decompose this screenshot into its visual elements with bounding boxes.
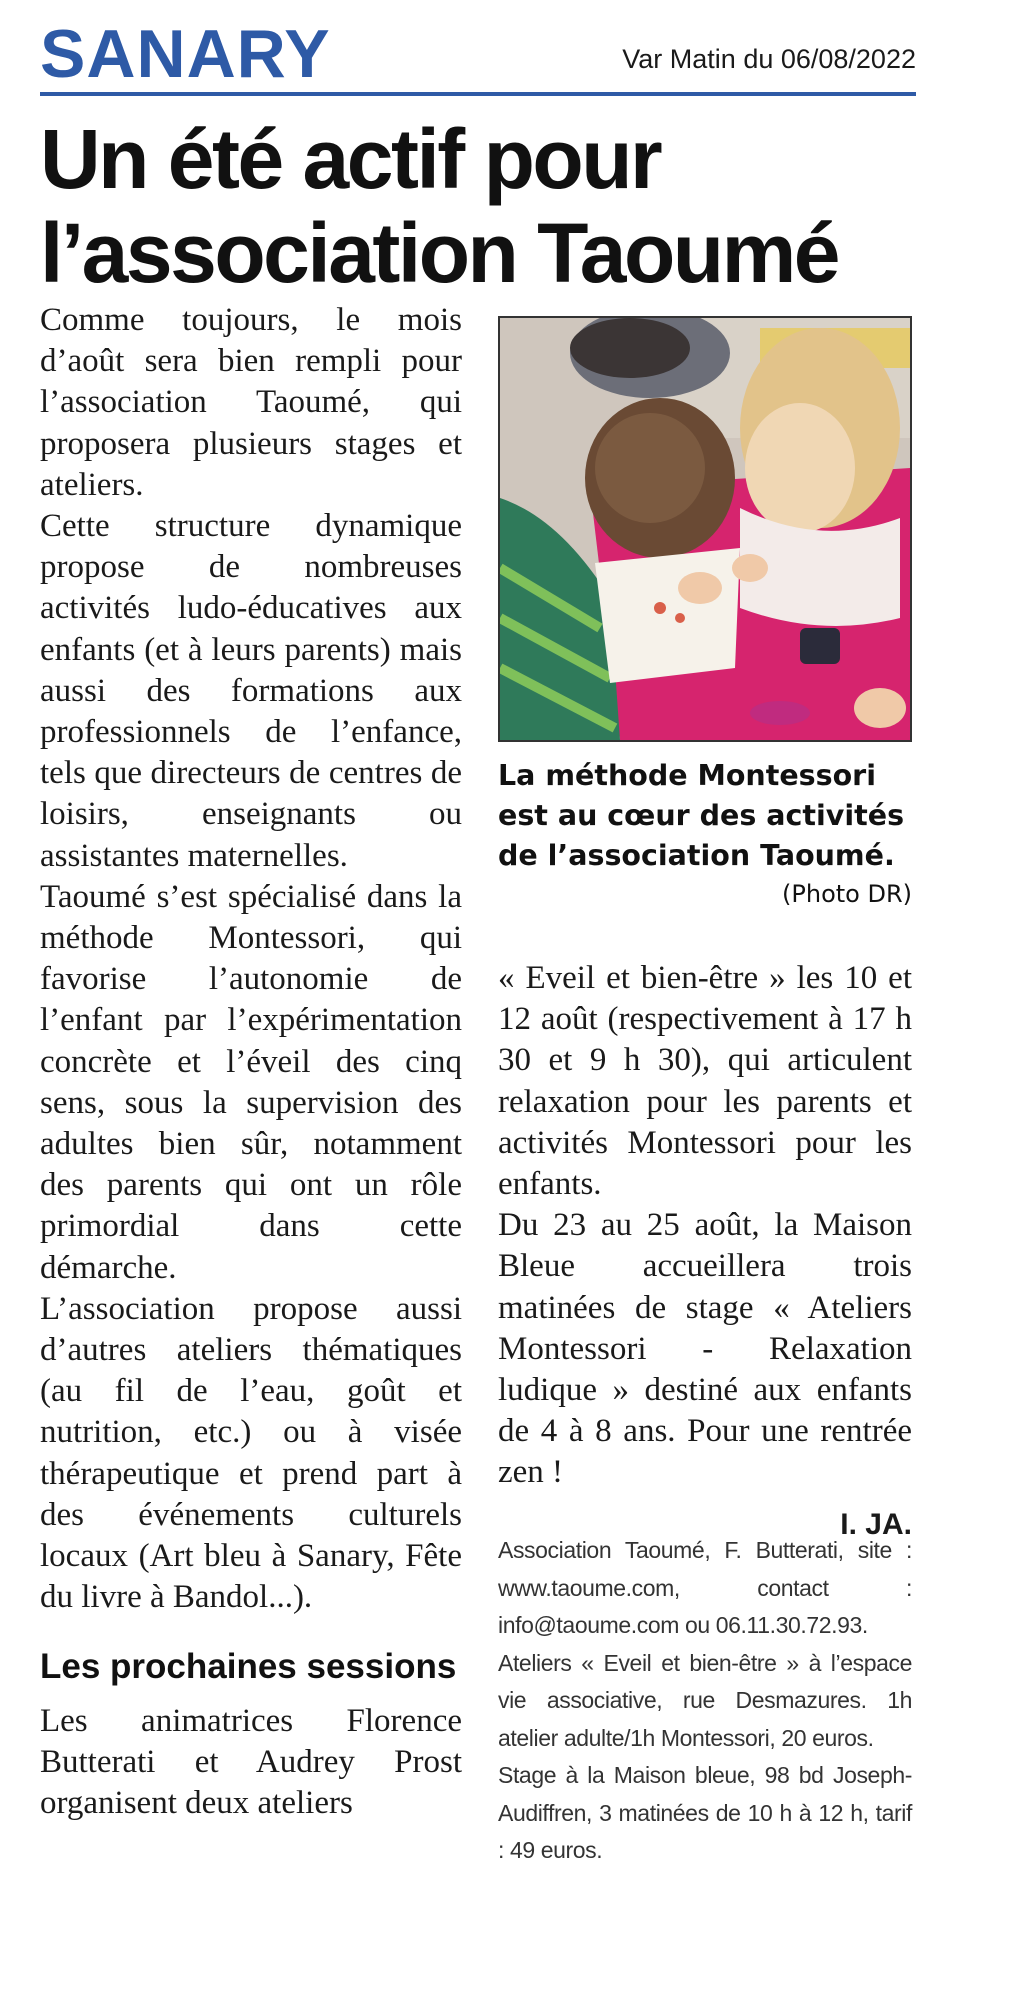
paragraph: « Eveil et bien-être » les 10 et 12 août (respectivement à 17 h 30 et 9 h 30), qui articulent relaxation pour les parents et activités Montessori pour les enfants. [498, 960, 912, 1203]
children-montessori-illustration [500, 318, 910, 740]
paragraph: Comme toujours, le mois d’août sera bien rempli pour l’association Taoumé, qui proposera plusieurs stages et ateliers. [40, 302, 462, 503]
subheading: Les prochaines sessions [40, 1646, 457, 1686]
paragraph: Cette structure dynamique propose de nombreuses activités ludo-éducatives aux enfants (et à leurs parents) mais aussi des formations aux professionnels de l’enfance, tels que directeurs de centres de loisirs, enseignants ou assistantes maternelles. [40, 508, 462, 874]
paragraph: Taoumé s’est spécialisé dans la méthode Montessori, qui favorise l’autonomie de l’enfant par l’expérimentation concrète et l’éveil des cinq sens, sous la supervision des adultes bien sûr, notamment des parents qui ont un rôle primordial dans cette démarche. [40, 878, 462, 1286]
author-signature: I. JA. [840, 1507, 912, 1541]
info-line: Ateliers « Eveil et bien-être » à l’espace vie associative, rue Desmazures. 1h atelier adulte/1h Montessori, 20 euros. [498, 1649, 912, 1751]
paragraph: L’association propose aussi d’autres ateliers thématiques (au fil de l’eau, goût et nutrition, etc.) ou à visée thérapeutique et prend part à des événements culturels locaux (Art bleu à Sanary, Fête du livre à Bandol...). [40, 1290, 462, 1616]
info-line: Stage à la Maison bleue, 98 bd Joseph-Audiffren, 3 matinées de 10 h à 12 h, tarif : 49 euros. [498, 1762, 912, 1863]
info-line: Association Taoumé, F. Butterati, site : www.taoume.com, contact : info@taoume.com ou 06.11.30.72.93. [498, 1537, 912, 1638]
paragraph: Du 23 au 25 août, la Maison Bleue accueillera trois matinées de stage « Ateliers Montessori - Relaxation ludique » destiné aux enfants de 4 à 8 ans. Pour une rentrée zen ! [498, 1207, 912, 1491]
article-photo [498, 316, 912, 742]
header-rule [40, 92, 916, 96]
section-title: SANARY [40, 16, 331, 92]
source-date: Var Matin du 06/08/2022 [622, 44, 916, 74]
photo-credit: (Photo DR) [782, 880, 912, 908]
article-headline: Un été actif pour l’association Taoumé [40, 112, 838, 300]
info-box [498, 1532, 912, 1870]
right-column [498, 958, 912, 1545]
photo-caption: La méthode Montessori est au cœur des activités de l’association Taoumé. [498, 759, 905, 872]
left-column [40, 300, 462, 1824]
paragraph: Les animatrices Florence Butterati et Audrey Prost organisent deux ateliers [40, 1702, 462, 1821]
